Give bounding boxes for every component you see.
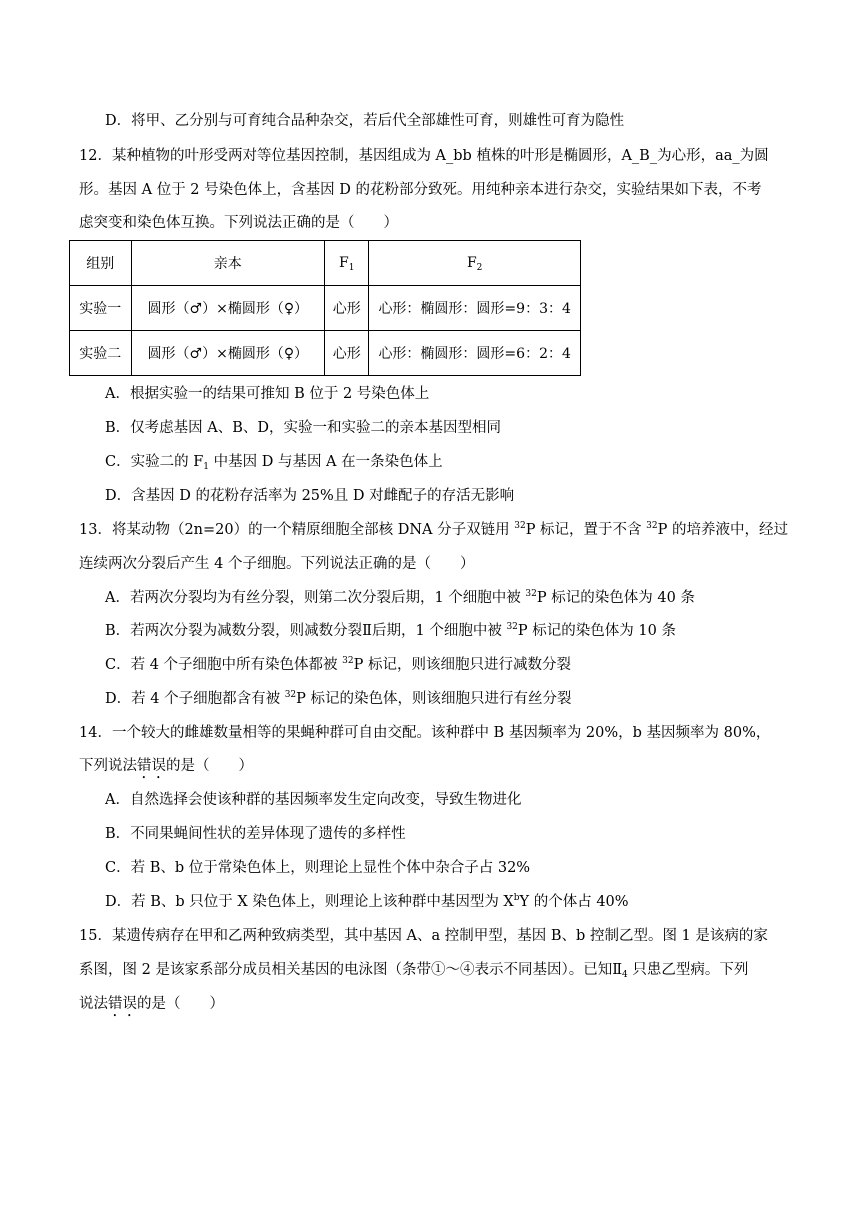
table-header-group: 组别 [70,241,132,286]
table-header-f1: $F_1$ [325,241,369,286]
table-cell: 心形：椭圆形：圆形=9：3：4 [369,286,581,331]
table-cell: 实验二 [70,331,132,376]
table-cell: 圆形（♂）×椭圆形（♀） [131,331,325,376]
q13-option-b: B．若两次分裂为减数分裂，则减数分裂Ⅱ后期，1 个细胞中被 $^{32}$P 标记的染色体为 10 条 [105,622,676,639]
q13-option-d: D．若 4 个子细胞都含有被 $^{32}$P 标记的染色体，则该细胞只进行有丝分裂 [105,690,572,707]
q14-option-a: A．自然选择会使该种群的基因频率发生定向改变，导致生物进化 [105,792,522,808]
q15-stem-line3: 说法错误的是（ ） [79,996,224,1012]
q13-option-c: C．若 4 个子细胞中所有染色体都被 $^{32}$P 标记，则该细胞只进行减数分裂 [105,656,571,673]
q13-stem-line1: 13．将某动物（2n=20）的一个精原细胞全部核 DNA 分子双链用 $^{32}$P 标记，置于不含 $^{32}$P 的培养液中，经过 [79,521,788,538]
table-row [70,331,581,376]
table-cell: 心形 [325,286,369,331]
q12-stem-line2: 形。基因 A 位于 2 号染色体上，含基因 D 的花粉部分致死。用纯种亲本进行杂交，实验结果如下表，不考 [79,182,762,198]
q11-option-d: D．将甲、乙分别与可育纯合品种杂交，若后代全部雄性可育，则雄性可育为隐性 [105,113,625,129]
q12-option-c: C．实验二的 $F_1$ 中基因 D 与基因 A 在一条染色体上 [105,454,443,472]
table-header-f2: $F_2$ [369,241,581,286]
q12-results-table [69,240,581,376]
q13-option-a: A．若两次分裂均为有丝分裂，则第二次分裂后期，1 个细胞中被 $^{32}$P 标记的染色体为 40 条 [105,589,695,606]
q14-option-c: C．若 B、b 位于常染色体上，则理论上显性个体中杂合子占 32% [105,860,531,876]
table-cell: 心形 [325,331,369,376]
q12-option-d: D．含基因 D 的花粉存活率为 25%且 D 对雌配子的存活无影响 [105,488,515,504]
table-cell: 实验一 [70,286,132,331]
q14-stem-line2: 下列说法错误的是（ ） [79,758,253,774]
table-cell: 心形：椭圆形：圆形=6：2：4 [369,331,581,376]
q14-option-b: B．不同果蝇间性状的差异体现了遗传的多样性 [105,826,406,842]
table-row [70,286,581,331]
q15-stem-line2: 系图，图 2 是该家系部分成员相关基因的电泳图（条带①～④表示不同基因）。已知$Ⅱ_4$ 只患乙型病。下列 [79,962,749,980]
table-header-parents: 亲本 [131,241,325,286]
table-cell: 圆形（♂）×椭圆形（♀） [131,286,325,331]
q12-option-a: A．根据实验一的结果可推知 B 位于 2 号染色体上 [105,386,430,402]
table-header-row [70,241,581,286]
q12-stem-line3: 虑突变和染色体互换。下列说法正确的是（ ） [79,215,398,231]
q15-stem-line1: 15．某遗传病存在甲和乙两种致病类型，其中基因 A、a 控制甲型，基因 B、b 控制乙型。图 1 是该病的家 [79,928,768,944]
q12-option-b: B．仅考虑基因 A、B、D，实验一和实验二的亲本基因型相同 [105,420,502,436]
q13-stem-line2: 连续两次分裂后产生 4 个子细胞。下列说法正确的是（ ） [79,556,475,572]
q12-stem-line1: 12．某种植物的叶形受两对等位基因控制，基因组成为 A_bb 植株的叶形是椭圆形，A_B_为心形，aa_为圆 [79,148,769,164]
q14-option-d: D．若 B、b 只位于 X 染色体上，则理论上该种群中基因型为 $X^bY$ 的个体占 40% [105,893,629,910]
q14-stem-line1: 14．一个较大的雌雄数量相等的果蝇种群可自由交配。该种群中 B 基因频率为 20%，b 基因频率为 80%， [79,725,771,741]
